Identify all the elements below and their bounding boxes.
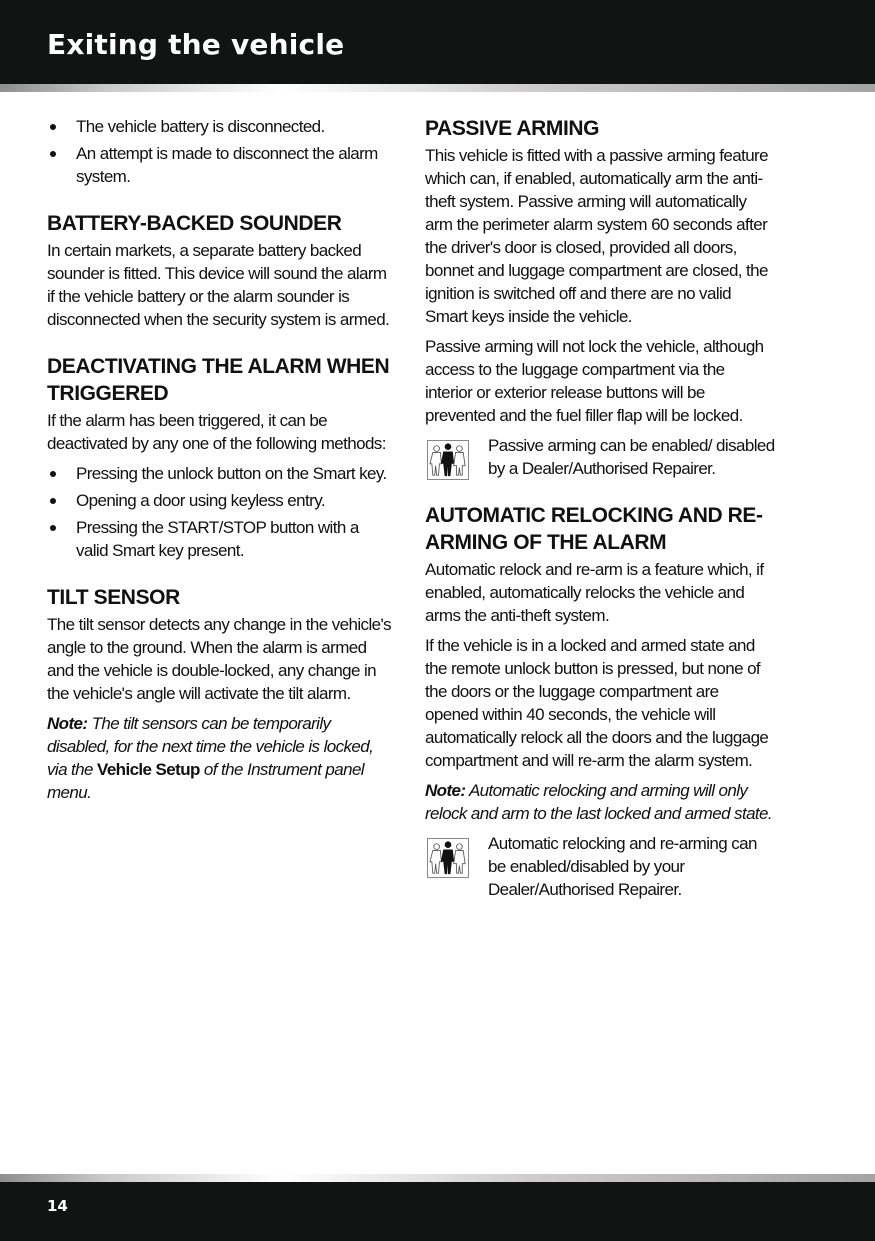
- list-item: An attempt is made to disconnect the alarm system.: [47, 142, 392, 188]
- list-item: Pressing the unlock button on the Smart key.: [47, 462, 392, 485]
- bullet-icon: [50, 498, 56, 504]
- dealer-notice: [425, 434, 775, 480]
- section-passive-arming: [425, 115, 775, 480]
- section-automatic-relocking: [425, 502, 775, 901]
- header-divider: [0, 84, 875, 92]
- page-number: 14: [47, 1197, 68, 1215]
- dealer-notice-text: Passive arming can be enabled/ disabled by a Dealer/Authorised Repairer.: [488, 436, 775, 478]
- menu-reference: Vehicle Setup: [97, 760, 200, 779]
- section-heading: AUTOMATIC RELOCKING AND RE-ARMING OF THE ALARM: [425, 504, 763, 554]
- paragraph: Passive arming will not lock the vehicle, although access to the luggage compartment via the interior or exterior release buttons will be prevented and the fuel filler flap will be locked.: [425, 337, 764, 425]
- left-column: [47, 115, 392, 826]
- bullet-list: [47, 462, 392, 562]
- section-heading: PASSIVE ARMING: [425, 117, 600, 140]
- dealer-notice-text: Automatic relocking and re-arming can be enabled/disabled by your Dealer/Authorised Repairer.: [488, 834, 757, 899]
- list-item: Pressing the START/STOP button with a valid Smart key present.: [47, 516, 392, 562]
- section-tilt-sensor: [47, 584, 392, 804]
- paragraph: The tilt sensor detects any change in the vehicle's angle to the ground. When the alarm is armed and the vehicle is double-locked, any change in the vehicle's angle will activate the tilt alarm.: [47, 615, 392, 703]
- paragraph: If the alarm has been triggered, it can be deactivated by any one of the following methods:: [47, 411, 386, 453]
- list-item: The vehicle battery is disconnected.: [47, 115, 392, 138]
- section-heading: DEACTIVATING THE ALARM WHEN TRIGGERED: [47, 355, 390, 405]
- section-heading: BATTERY-BACKED SOUNDER: [47, 212, 342, 235]
- dealer-repairer-icon: [427, 440, 469, 480]
- section-heading: TILT SENSOR: [47, 586, 180, 609]
- note-label: Note:: [47, 714, 88, 733]
- note: Note: Automatic relocking and arming will only relock and arm to the last locked and armed state.: [425, 781, 773, 823]
- note-label: Note:: [425, 781, 466, 800]
- bullet-icon: [50, 151, 56, 157]
- note: Note: The tilt sensors can be temporarily disabled, for the next time the vehicle is locked, via the Vehicle Setup of the Instrument panel menu.: [47, 714, 374, 802]
- paragraph: If the vehicle is in a locked and armed state and the remote unlock button is pressed, but none of the doors or the luggage compartment are opened within 40 seconds, the vehicle will automatically relock all the doors and the luggage compartment and will re-arm the alarm system.: [425, 636, 769, 770]
- footer-bar: [0, 1182, 875, 1241]
- dealer-repairer-icon: [427, 838, 469, 878]
- right-column: [425, 115, 775, 923]
- footer-divider: [0, 1174, 875, 1182]
- bullet-list: [47, 115, 392, 188]
- paragraph: Automatic relock and re-arm is a feature which, if enabled, automatically relocks the vehicle and arms the anti-theft system.: [425, 560, 764, 625]
- bullet-icon: [50, 471, 56, 477]
- list-item: Opening a door using keyless entry.: [47, 489, 392, 512]
- paragraph: In certain markets, a separate battery backed sounder is fitted. This device will sound the alarm if the vehicle battery or the alarm sounder is disconnected when the security system is armed.: [47, 241, 390, 329]
- header-bar: [0, 0, 875, 84]
- bullet-icon: [50, 124, 56, 130]
- bullet-icon: [50, 525, 56, 531]
- section-deactivating-alarm: [47, 353, 392, 562]
- paragraph: This vehicle is fitted with a passive arming feature which can, if enabled, automatically arm the anti-theft system. Passive arming will automatically arm the perimeter alarm system 60 seconds after the driver's door is closed, provided all doors, bonnet and luggage compartment are closed, the ignition is switched off and there are no valid Smart keys inside the vehicle.: [425, 146, 768, 326]
- dealer-notice: [425, 832, 775, 901]
- section-battery-backed-sounder: [47, 210, 392, 331]
- page-title: Exiting the vehicle: [47, 28, 345, 61]
- alarm-trigger-conditions: [47, 115, 392, 188]
